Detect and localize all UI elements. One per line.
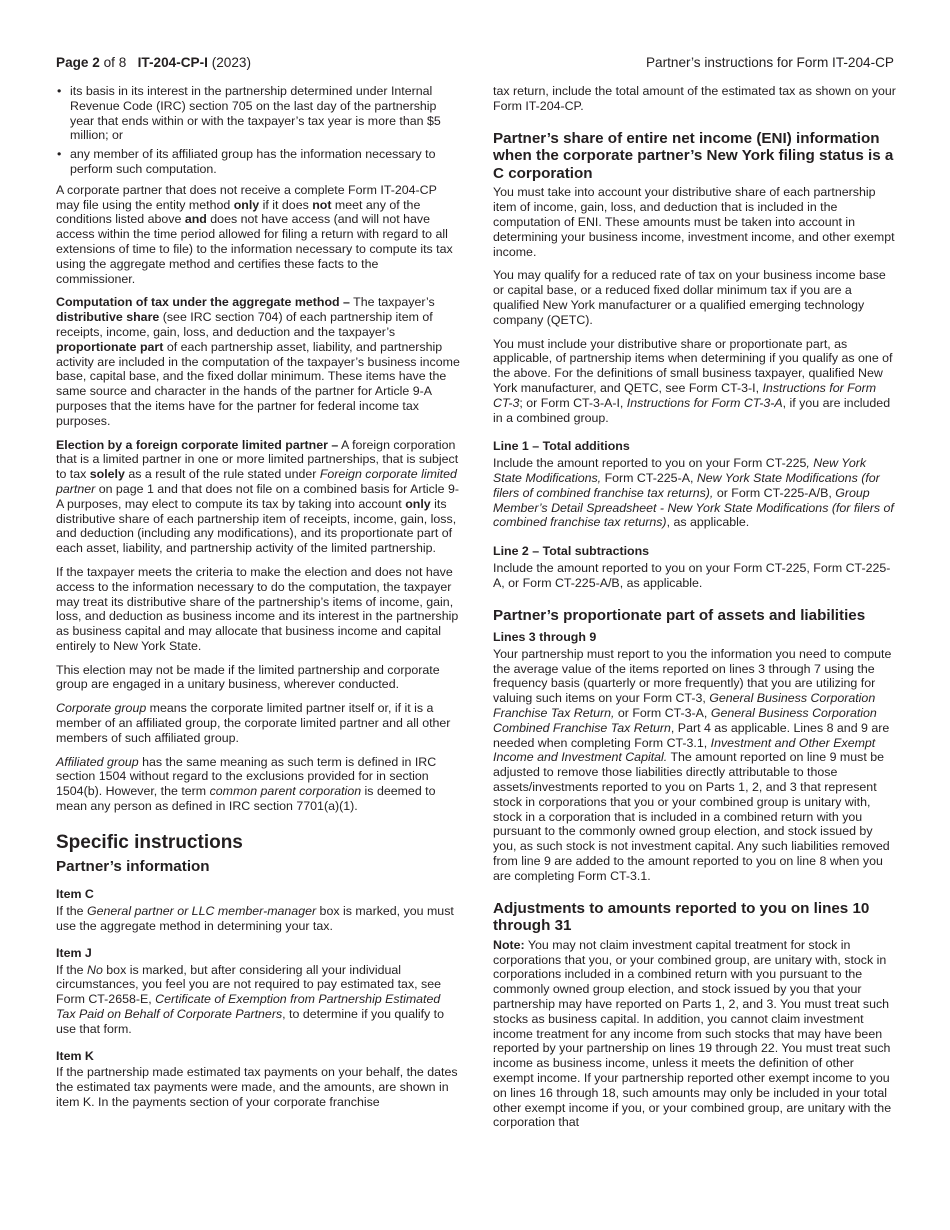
list-item: • any member of its affiliated group has the information necessary to perform such computation. [56, 147, 460, 177]
right-column [493, 84, 897, 1139]
page-header-title: Partner’s instructions for Form IT-204-CP [645, 55, 894, 70]
eni-paragraph-1: You must take into account your distributive share of each partnership item of income, gain, loss, and deduction that is included in the computation of ENI. These amounts must be taken into account in determining your business income, investment income, and other exempt income. [493, 185, 895, 259]
line-2-text: Include the amount reported to you on your Form CT-225, Form CT-225-A, or Form CT-225-A/B, as applicable. [493, 560, 891, 590]
aggregate-method-paragraph: Computation of tax under the aggregate method – The taxpayer’s distributive share (see IRC section 704) of each partnership item of receipts, income, gain, loss, and deduction and the taxpayer’s proportionate part of each partnership asset, liability, and partnership activity are included in the computation of the taxpayer’s business income base, capital base, and the fixed dollar minimum. These items have the same source and character in the hands of the partner for Article 9-A purposes that the items have for the partner for federal income tax purposes. [56, 295, 460, 428]
assets-liabilities-heading: Partner’s proportionate part of assets and liabilities [493, 606, 866, 624]
item-c-text: If the General partner or LLC member-manager box is marked, you must use the aggregate method in determining your tax. [56, 904, 454, 934]
eni-paragraph-2: You may qualify for a reduced rate of tax on your business income base or capital base, or a reduced fixed dollar minimum tax if you are a qualified New York manufacturer or a qualified emerging technology company (QETC). [493, 268, 886, 327]
item-k-heading: Item K [56, 1048, 94, 1063]
page-number: 2 [92, 55, 100, 70]
form-id: IT-204-CP-I [137, 55, 208, 70]
line-2-heading: Line 2 – Total subtractions [493, 544, 650, 559]
election-restriction-paragraph: This election may not be made if the limited partnership and corporate group are engaged in a unitary business, wherever conducted. [56, 662, 440, 692]
line-1-text: Include the amount reported to you on your Form CT-225, New York State Modifications, Form CT-225-A, New York State Modifications (for filers of combined franchise tax returns), or Form CT-225-A/B, Group Member’s Detail Spreadsheet - New York State Modifications (for filers of combined franchise tax returns), as applicable. [493, 456, 894, 530]
election-criteria-paragraph: If the taxpayer meets the criteria to make the election and does not have access to the information necessary to do the computation, the taxpayer may treat its distributive share of the partnership’s items of income, gain, loss, and deduction as business income and its interest in the partnership as business capital and may allocate that business income and capital entirely to New York State. [56, 564, 459, 653]
item-c-heading: Item C [56, 887, 94, 902]
continued-text: tax return, include the total amount of the estimated tax as shown on your Form IT-204-CP. [493, 84, 896, 113]
item-j-text: If the No box is marked, but after considering all your individual circumstances, you feel you are not required to pay estimated tax, see Form CT-2658-E, Certificate of Exemption from Partnership Estimated Tax Paid on Behalf of Corporate Partners, to determine if you qualify to use that form. [56, 962, 445, 1036]
item-j-heading: Item J [56, 945, 92, 960]
page-label: Page [56, 55, 89, 70]
adjustments-note: Note: You may not claim investment capital treatment for stock in corporations that you, or your combined group, are unitary with, stock in corporations included in a combined return with you pursuant to the commonly owned group election, and stock issued by you that your partnership may have reported on Parts 1, 2, and 3. You must treat such stocks as business capital. In addition, you cannot claim investment income treatment for any income from such stocks that may have been reported by your partnership on lines 19 through 22. You must treat such income as business income, unless it meets the definition of other exempt income. If your partnership reported other exempt income to you on lines 16 through 18, such amounts may only be included in your total other exempt income if you, or your combined group, are unitary with the corporation that [493, 937, 892, 1130]
eni-paragraph-3: You must include your distributive share or proportionate part, as applicable, of partnership items when determining if you qualify as one of the above. For the definitions of small business taxpayer, qualified New York manufacturer, and QETC, see Form CT-3-I, Instructions for Form CT-3; or Form CT-3-A-I, Instructions for Form CT-3-A, if you are included in a combined group. [493, 336, 893, 425]
entity-method-paragraph: A corporate partner that does not receive a complete Form IT-204-CP may file using the entity method only if it does not meet any of the conditions listed above and does not have access (and will not have access within the time period allowed for filing a return with regard to all extensions of time to file) to the information necessary to compute its tax using the aggregate method and certifies these facts to the commissioner. [56, 182, 453, 286]
eni-heading: Partner’s share of entire net income (ENI) information when the corporate partner’s New York filing status is a C corporation [493, 129, 894, 182]
form-year: (2023) [211, 55, 251, 70]
page-count: of 8 [103, 55, 127, 70]
page-header-left [56, 54, 251, 71]
page-header [56, 54, 894, 72]
affiliated-group-definition: Affiliated group has the same meaning as such term is defined in IRC section 1504 without regard to the exclusions provided for in section 1504(b). However, the term common parent corporation is deemed to mean any person as defined in IRC section 7701(a)(1). [56, 754, 437, 814]
list-item: • its basis in its interest in the partnership determined under Internal Revenue Code (IRC) section 705 on the last day of the partnership year that ends within or with the taxpayer’s tax year is more than $5 million; or [56, 84, 460, 143]
specific-instructions-heading: Specific instructions [56, 831, 243, 853]
foreign-election-paragraph: Election by a foreign corporate limited partner – A foreign corporation that is a limited partner in one or more limited partnerships, that is subject to tax solely as a result of the rule stated under Foreign corporate limited partner on page 1 and that does not file on a combined basis for Article 9-A purposes, may elect to compute its tax by taking into account only its distributive share of each partnership item of receipts, income, gain, loss, and deduction (including any modifications), and its proportionate part of each asset, liability, and partnership activity of the limited partnership. [56, 437, 459, 556]
lines-3-9-text: Your partnership must report to you the information you need to compute the average value of the items reported on lines 3 through 7 using the frequency basis (quarterly or more frequently) that you are utilizing for valuing such items on your Form CT-3, General Business Corporation Franchise Tax Return, or Form CT-3-A, General Business Corporation Combined Franchise Tax Return, Part 4 as applicable. Lines 8 and 9 are needed when completing Form CT-3.1, Investment and Other Exempt Income and Investment Capital. The amount reported on line 9 must be adjusted to remove those liabilities directly attributable to those assets/investments reported to you on Parts 1, 2, and 3 that represent stock in corporations that you or your combined group is unitary with, stock in a corporation that is included in a combined return with you pursuant to the commonly owned group election, and stock issued by you, as such stock is not investment capital. Any such liabilities removed from line 9 are added to the amount reported to you on line 8 when you are completing Form CT-3.1. [493, 646, 892, 883]
adjustments-heading: Adjustments to amounts reported to you on lines 10 through 31 [493, 899, 870, 935]
item-k-text: If the partnership made estimated tax payments on your behalf, the dates the estimated tax payments were made, and the amounts, are shown in item K. In the payments section of your corporate franchise [56, 1065, 458, 1110]
corporate-group-definition: Corporate group means the corporate limited partner itself or, if it is a member of an affiliated group, the corporate limited partner and all other members of such affiliated group. [56, 701, 451, 745]
lines-3-9-heading: Lines 3 through 9 [493, 630, 597, 645]
left-column [56, 84, 460, 1119]
line-1-heading: Line 1 – Total additions [493, 439, 630, 454]
partner-information-heading: Partner’s information [56, 857, 210, 875]
conditions-list [56, 84, 460, 177]
